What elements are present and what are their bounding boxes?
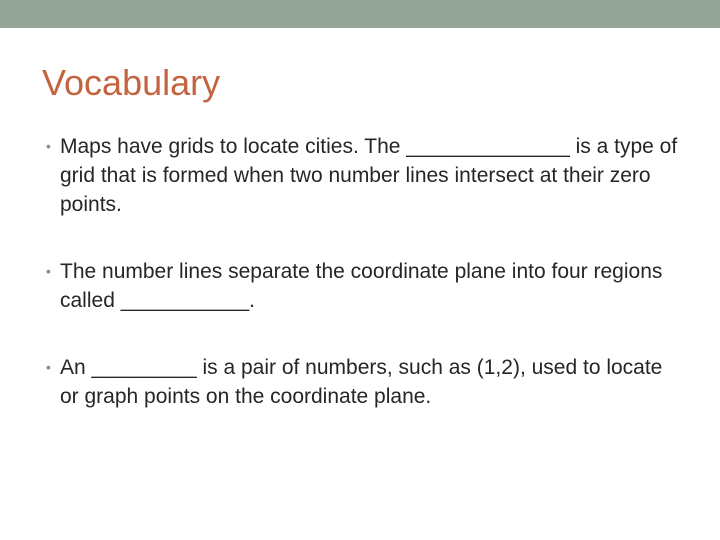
bullet-list: [46, 132, 686, 447]
bullet-item-quadrants: • The number lines separate the coordinate plane into four regions called ___________.: [46, 257, 686, 315]
top-accent-bar: [0, 0, 720, 28]
bullet-item-coordinate-plane: • Maps have grids to locate cities. The ______________ is a type of grid that is formed when two number lines intersect at their zero points.: [46, 132, 686, 219]
slide-title: Vocabulary: [42, 62, 221, 103]
bullet-item-ordered-pair: • An _________ is a pair of numbers, such as (1,2), used to locate or graph points on the coordinate plane.: [46, 353, 686, 411]
